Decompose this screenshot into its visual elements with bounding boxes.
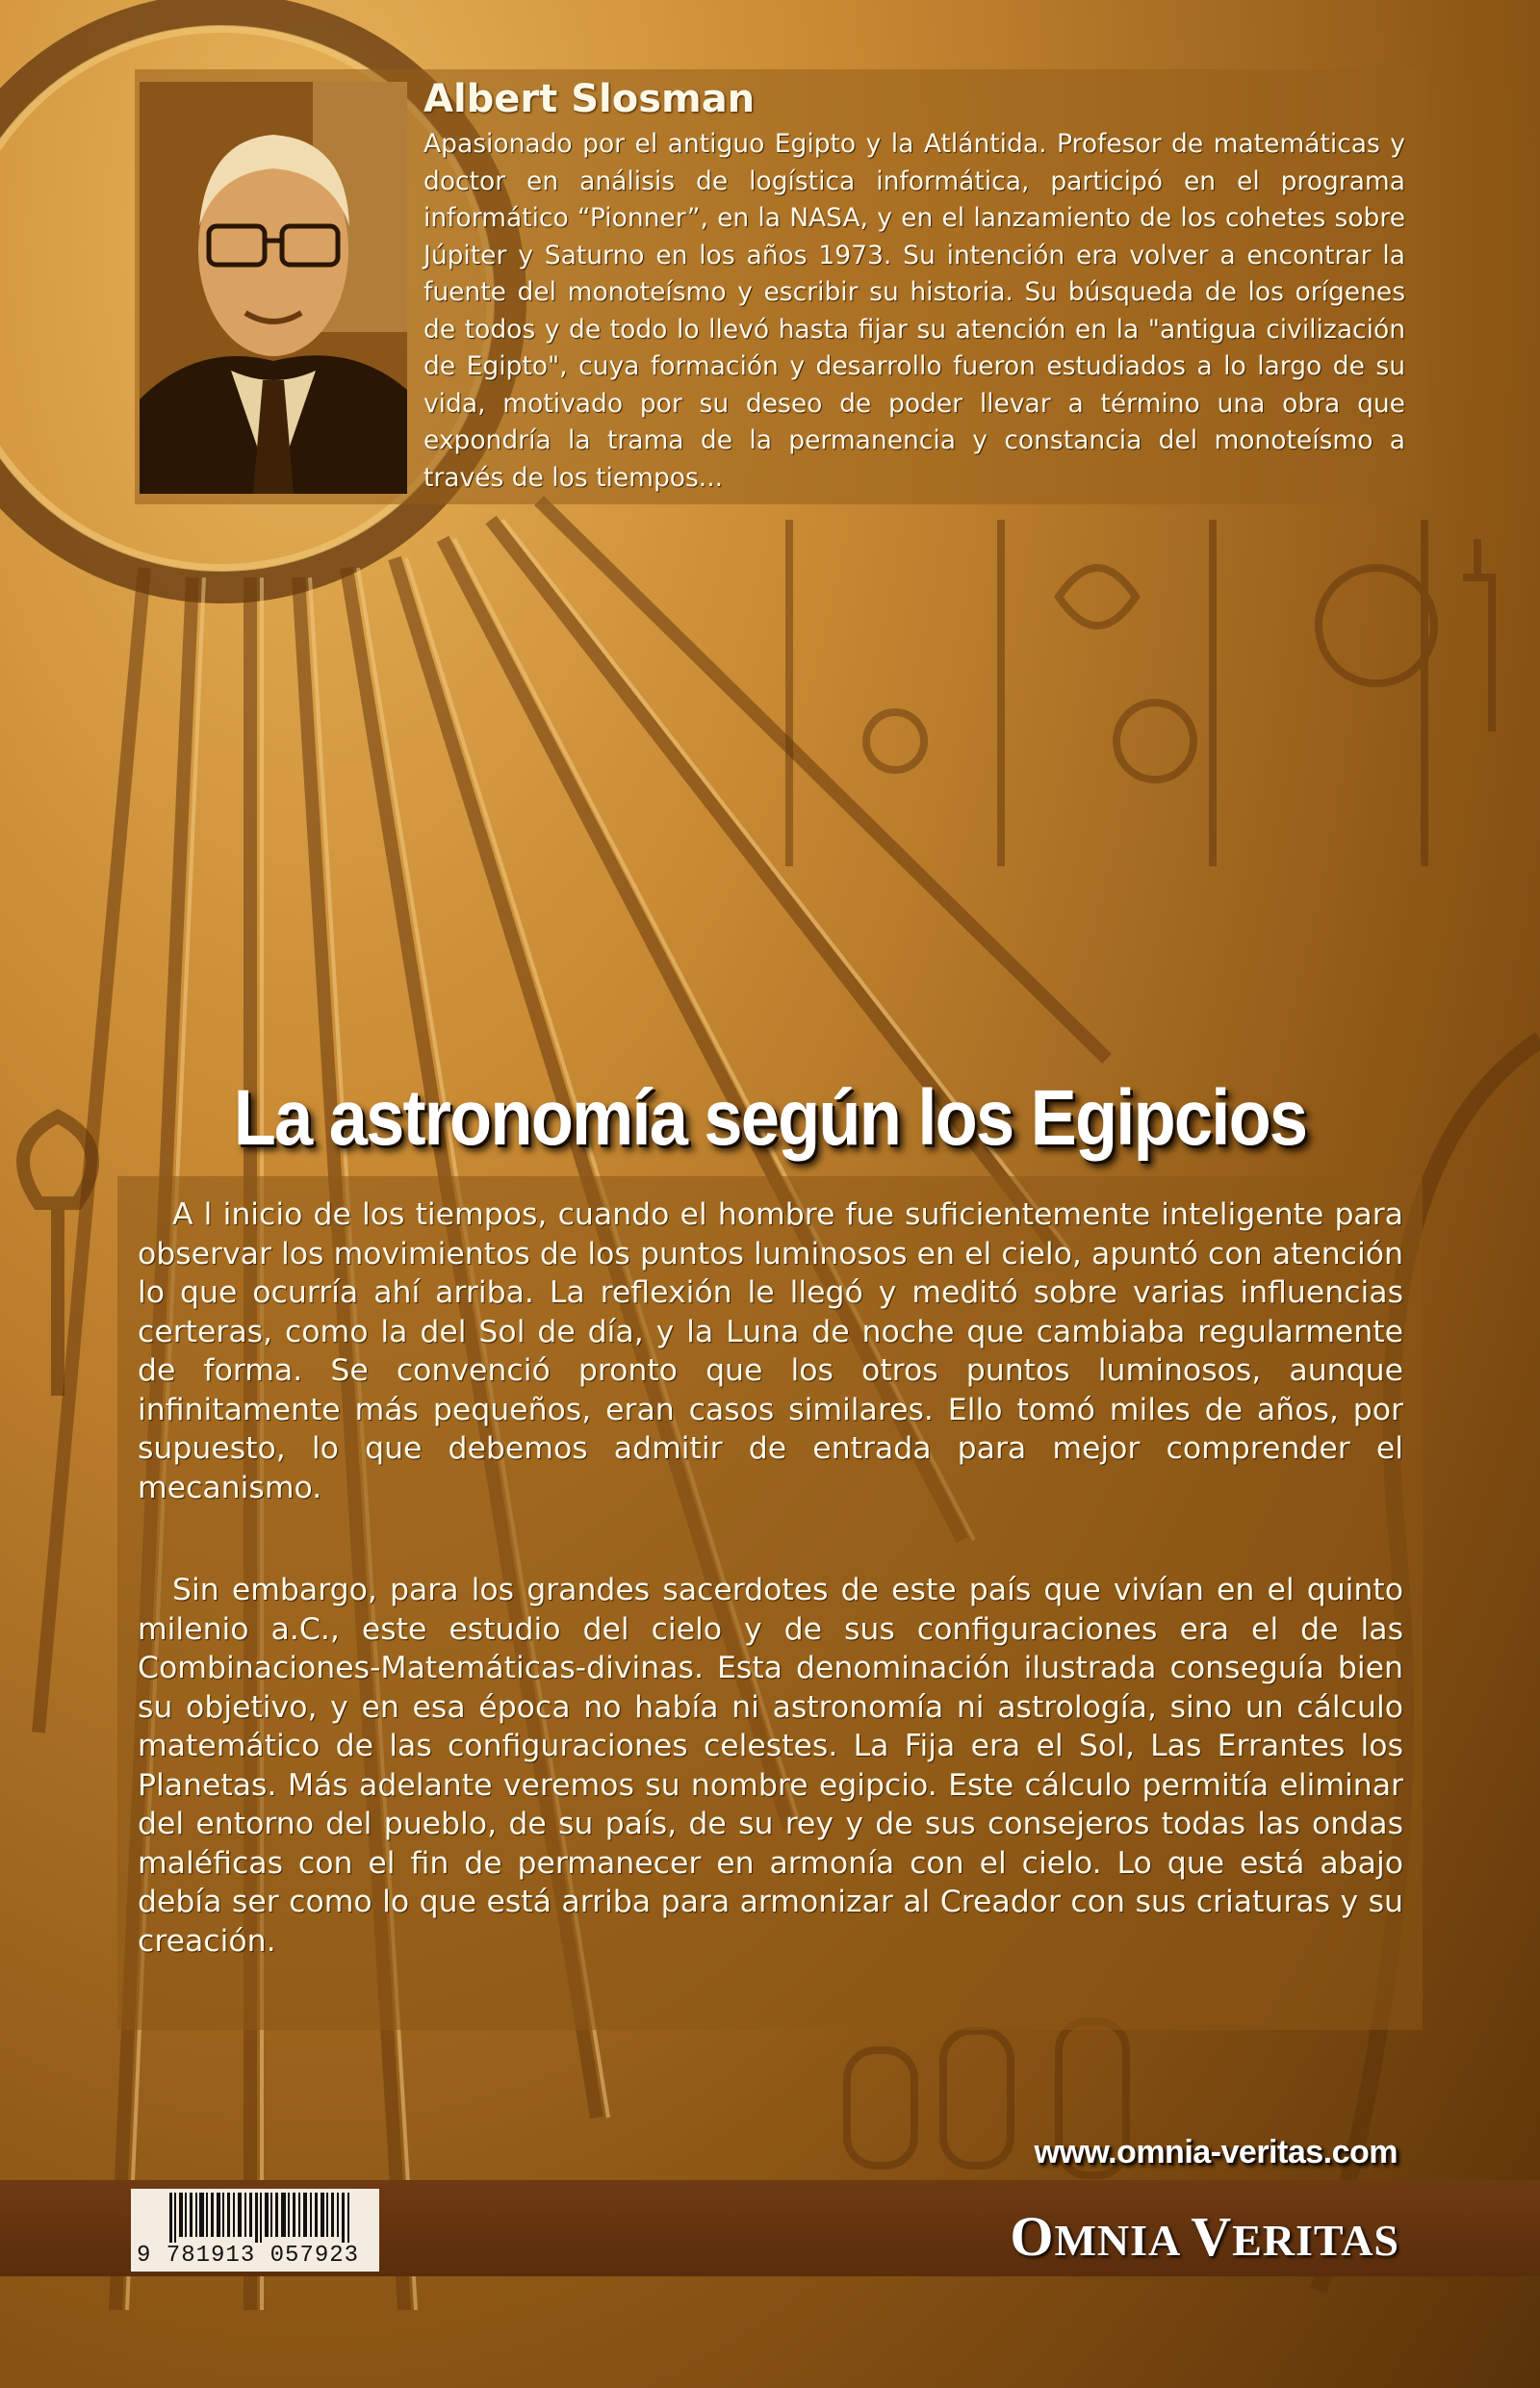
publisher-initial-v: V	[1191, 2205, 1233, 2268]
barcode-bars	[169, 2193, 362, 2243]
author-bio: Apasionado por el antiguo Egipto y la Atlántida. Profesor de matemáticas y doctor en análisis de logística informática, participó en el programa informático “Pionner”, en la NASA, y en el lanzamiento de los cohetes sobre Júpiter y Saturno en los años 1973. Su intención era volver a encontrar la fuente del monoteísmo y escribir su historia. Su búsqueda de los orígenes de todos y de todo lo llevó hasta fijar su atención en la "antigua civilización de Egipto", cuya formación y desarrollo fueron estudiados a lo largo de su vida, motivado por su deseo de poder llevar a término una obra que expondría la trama de la permanencia y constancia del monoteísmo a través de los tiempos...	[424, 129, 1405, 493]
author-photo	[140, 82, 407, 494]
book-title: La astronomía según los Egipcios	[233, 1074, 1307, 1162]
description-paragraph-1: A l inicio de los tiempos, cuando el hombre fue suficientemente inteligente para observar los movimientos de los puntos luminosos en el cielo, apuntó con atención lo que ocurría ahí arriba. La reflexión le llegó y meditó sobre varias influencias certeras, como la del Sol de día, y la Luna de noche que cambiaba regularmente de forma. Se convenció pronto que los otros puntos luminosos, aunque infinitamente más pequeños, eran casos similares. Ello tomó miles de años, por supuesto, lo que debemos admitir de entrada para mejor comprender el mecanismo.	[138, 1197, 1403, 1505]
isbn-number: 9 781913 057923	[137, 2243, 360, 2269]
publisher-word-2: ERITAS	[1232, 2216, 1399, 2265]
publisher-logo	[1010, 2204, 1399, 2269]
description-paragraph-2: Sin embargo, para los grandes sacerdotes de este país que vivían en el quinto milenio a.C., este estudio del cielo y de sus configuraciones era el de las Combinaciones-Matemáticas-divinas. Esta denominación ilustrada conseguía bien su objetivo, y en esa época no había ni astronomía ni astrología, sino un cálculo matemático de las configuraciones celestes. La Fija era el Sol, Las Errantes los Planetas. Más adelante veremos su nombre egipcio. Este cálculo permitía eliminar del entorno del pueblo, de su país, de su rey y de sus consejeros todas las ondas maléficas con el fin de permanecer en armonía con el cielo. Lo que está abajo debía ser como lo que está arriba para armonizar al Creador con sus criaturas y su creación.	[138, 1573, 1403, 1959]
publisher-website: www.omnia-veritas.com	[1034, 2134, 1398, 2170]
publisher-initial-o: O	[1010, 2205, 1055, 2268]
author-name: Albert Slosman	[424, 77, 756, 121]
publisher-word-1: MNIA	[1054, 2216, 1192, 2265]
